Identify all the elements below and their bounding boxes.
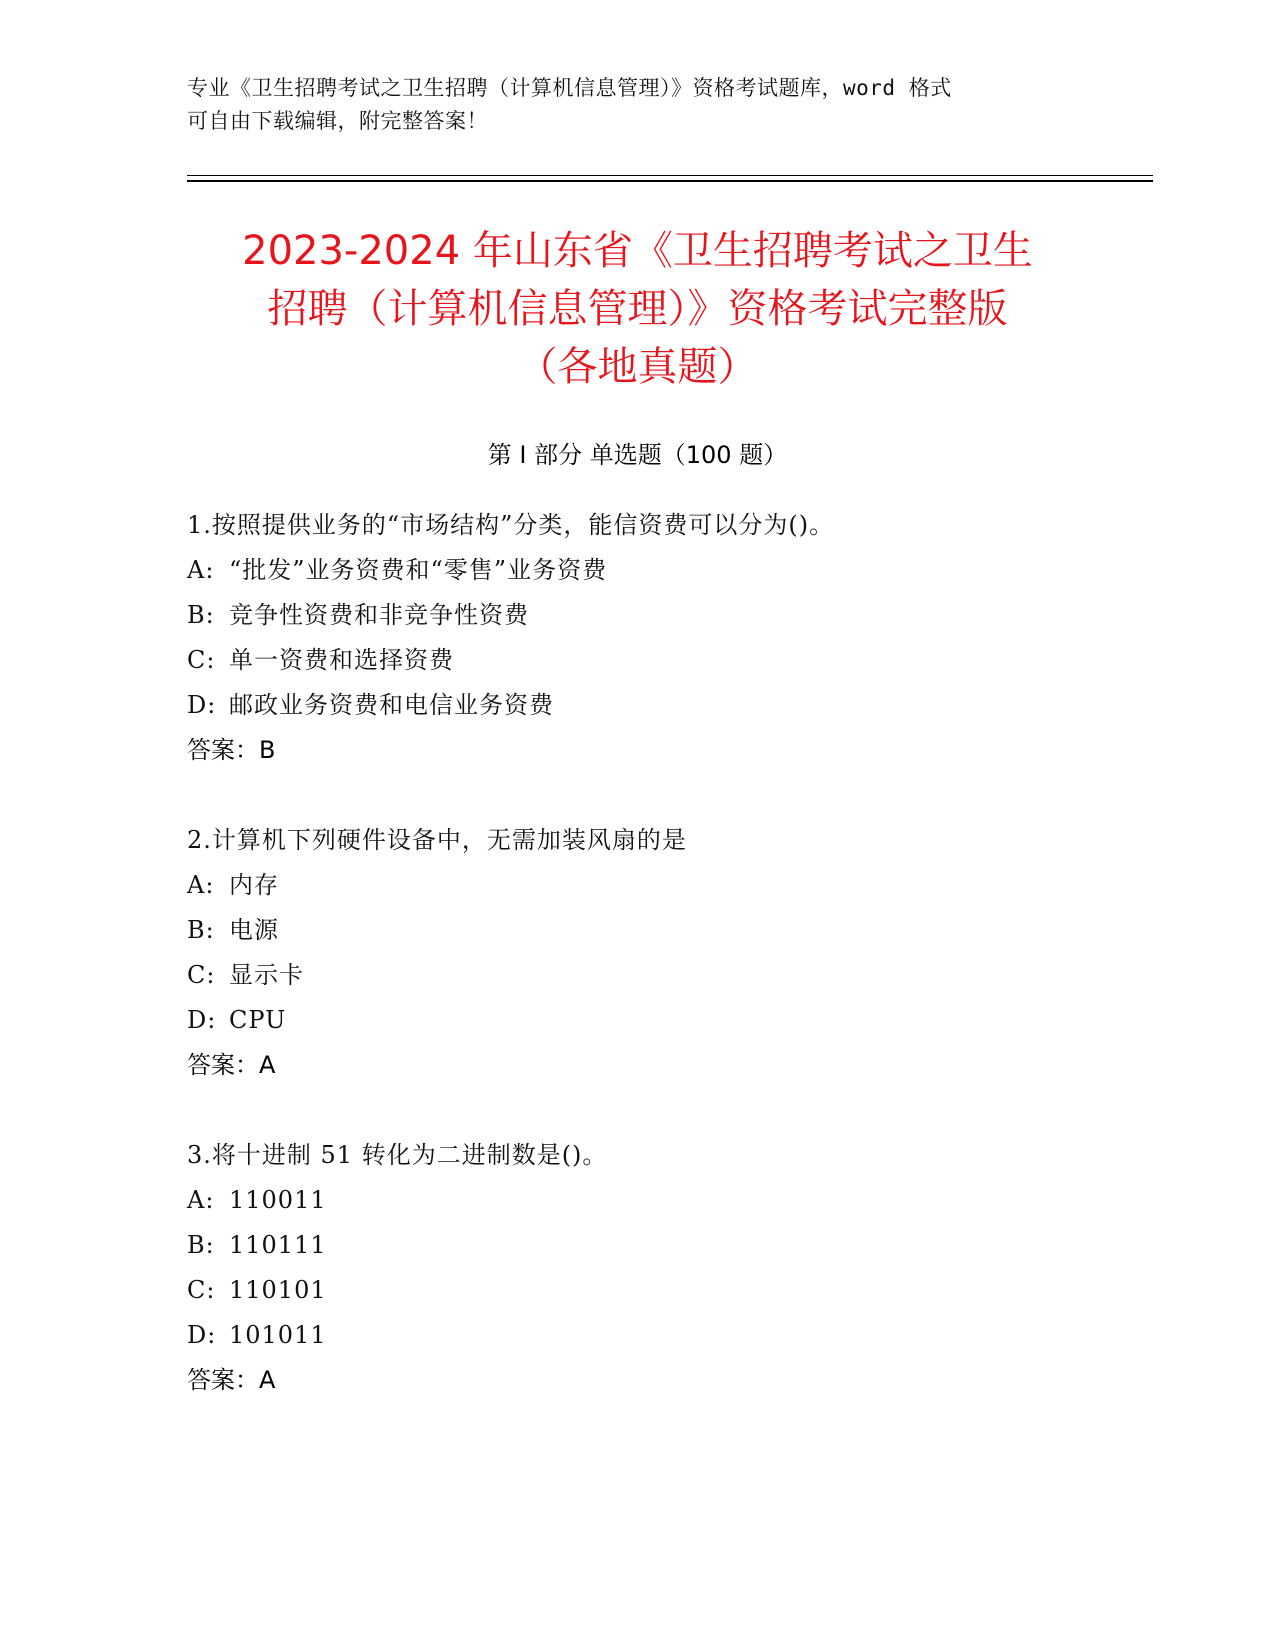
option-text: 电源: [229, 916, 279, 944]
option-d: [187, 998, 1087, 1043]
option-text: CPU: [229, 1006, 287, 1034]
option-text: 单一资费和选择资费: [229, 646, 454, 674]
option-d: [187, 683, 1087, 728]
section-heading: 第 I 部分 单选题（100 题）: [487, 441, 788, 469]
option-label: B:: [187, 601, 215, 629]
question-stem: 1.按照提供业务的“市场结构”分类，能信资费可以分为()。: [187, 511, 835, 539]
header-divider-thin: [187, 175, 1153, 176]
question-3: [187, 1133, 1087, 1403]
header-divider-thick: [187, 180, 1153, 182]
question-1: [187, 503, 1087, 773]
header-note: [187, 72, 1077, 138]
option-label: B:: [187, 1231, 215, 1259]
option-a: [187, 548, 1087, 593]
option-text: 110011: [229, 1186, 327, 1214]
answer: 答案：A: [187, 1051, 276, 1079]
header-note-line-2: 可自由下载编辑，附完整答案！: [187, 109, 488, 133]
option-b: [187, 908, 1087, 953]
option-c: [187, 1268, 1087, 1313]
option-text: 110101: [229, 1276, 327, 1304]
option-b: [187, 1223, 1087, 1268]
answer: 答案：B: [187, 736, 276, 764]
option-d: [187, 1313, 1087, 1358]
document-title-line-3: （各地真题）: [517, 344, 758, 390]
option-c: [187, 638, 1087, 683]
option-label: A:: [187, 871, 215, 899]
option-label: C:: [187, 961, 216, 989]
answer: 答案：A: [187, 1366, 276, 1394]
option-text: 邮政业务资费和电信业务资费: [229, 691, 554, 719]
document-title: [150, 222, 1125, 396]
option-label: D:: [187, 1321, 217, 1349]
option-label: D:: [187, 1006, 217, 1034]
option-text: “批发”业务资费和“零售”业务资费: [229, 556, 608, 584]
option-b: [187, 593, 1087, 638]
option-text: 内存: [229, 871, 279, 899]
question-stem: 3.将十进制 51 转化为二进制数是()。: [187, 1141, 608, 1169]
option-text: 110111: [229, 1231, 327, 1259]
option-label: D:: [187, 691, 217, 719]
option-text: 竞争性资费和非竞争性资费: [229, 601, 529, 629]
option-label: C:: [187, 646, 216, 674]
option-text: 显示卡: [229, 961, 304, 989]
document-title-line-1: 2023-2024 年山东省《卫生招聘考试之卫生: [242, 228, 1033, 274]
question-2: [187, 818, 1087, 1088]
option-label: B:: [187, 916, 215, 944]
option-label: A:: [187, 556, 215, 584]
question-stem: 2.计算机下列硬件设备中，无需加装风扇的是: [187, 826, 687, 854]
option-a: [187, 863, 1087, 908]
option-label: A:: [187, 1186, 215, 1214]
option-text: 101011: [229, 1321, 327, 1349]
option-a: [187, 1178, 1087, 1223]
document-title-line-2: 招聘（计算机信息管理）》资格考试完整版: [267, 286, 1008, 332]
option-c: [187, 953, 1087, 998]
header-note-line-1: 专业《卫生招聘考试之卫生招聘（计算机信息管理）》资格考试题库，word 格式: [187, 76, 952, 100]
option-label: C:: [187, 1276, 216, 1304]
